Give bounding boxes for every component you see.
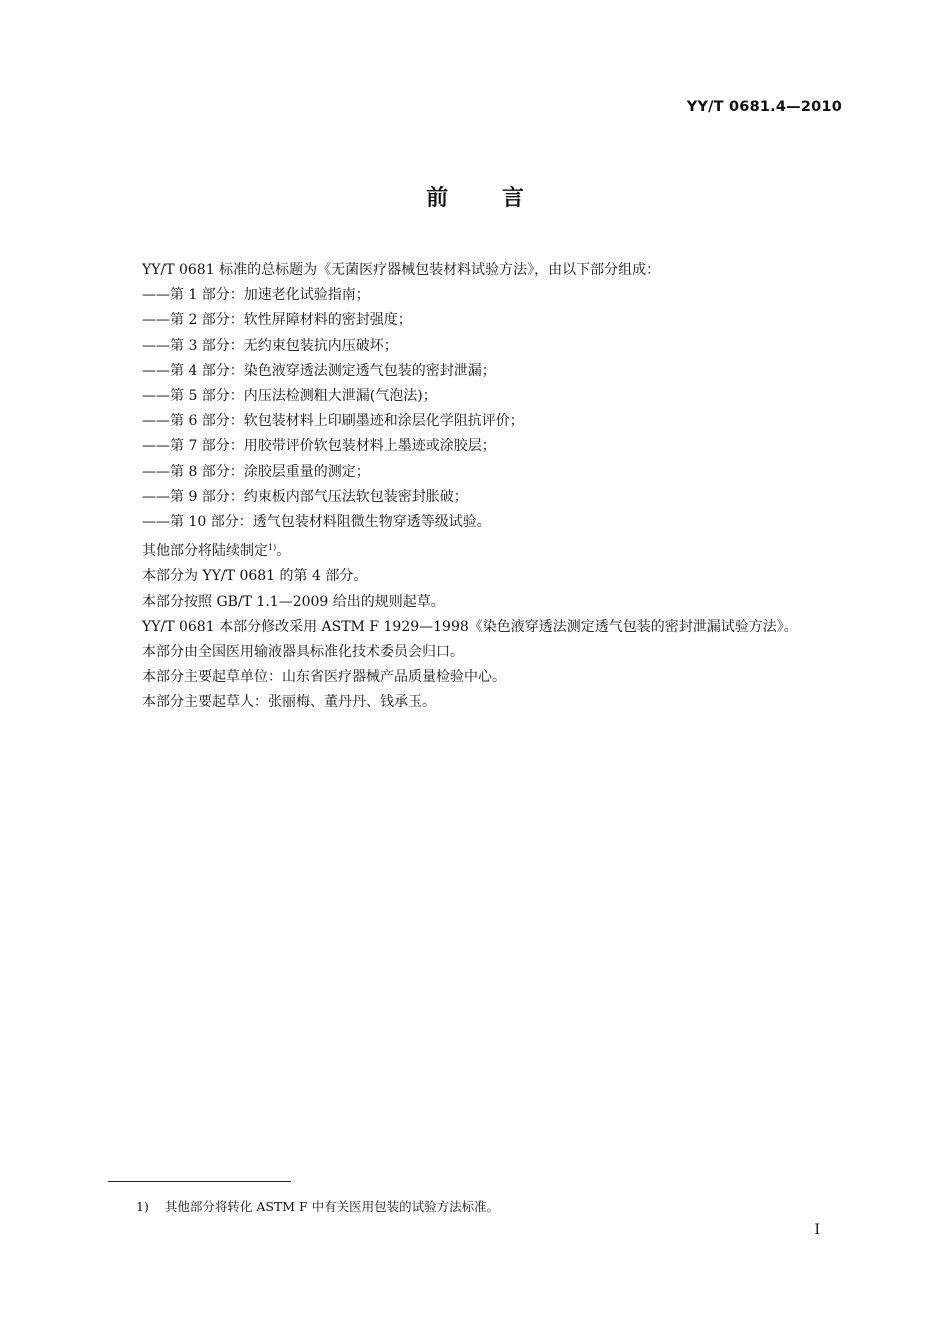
paragraph-drafters: 本部分主要起草人：张丽梅、董丹丹、钱承玉。 — [142, 694, 436, 711]
list-item-part-3: ——第 3 部分：无约束包装抗内压破坏； — [142, 337, 398, 354]
list-item-part-6: ——第 6 部分：软包装材料上印刷墨迹和涂层化学阻抗评价； — [142, 413, 524, 430]
page-title: 前 言 — [426, 186, 524, 211]
paragraph-other-parts-text: 其他部分将陆续制定 — [142, 543, 268, 560]
list-item-part-8: ——第 8 部分：涂胶层重量的测定； — [142, 463, 370, 480]
list-item-part-10: ——第 10 部分：透气包装材料阻微生物穿透等级试验。 — [142, 514, 491, 531]
paragraph-drafting-rules: 本部分按照 GB/T 1.1—2009 给出的规则起草。 — [142, 593, 445, 610]
paragraph-adoption: YY/T 0681 本部分修改采用 ASTM F 1929—1998《染色液穿透法测定透气包装的密封泄漏试验方法》。 — [142, 618, 798, 635]
list-item-part-1: ——第 1 部分：加速老化试验指南； — [142, 287, 370, 304]
list-item-part-2: ——第 2 部分：软性屏障材料的密封强度； — [142, 312, 412, 329]
list-item-part-4: ——第 4 部分：染色液穿透法测定透气包装的密封泄漏； — [142, 362, 496, 379]
paragraph-drafting-unit: 本部分主要起草单位：山东省医疗器械产品质量检验中心。 — [142, 669, 506, 686]
list-item-part-5: ——第 5 部分：内压法检测粗大泄漏(气泡法)； — [142, 388, 437, 405]
paragraph-intro: YY/T 0681 标准的总标题为《无菌医疗器械包装材料试验方法》，由以下部分组成： — [142, 262, 661, 278]
footnote-reference: 1) — [268, 543, 277, 553]
list-item-part-7: ——第 7 部分：用胶带评价软包装材料上墨迹或涂胶层； — [142, 438, 496, 455]
footnote-mark: 1) — [136, 1199, 149, 1214]
paragraph-other-parts — [108, 535, 844, 564]
paragraph-part-number: 本部分为 YY/T 0681 的第 4 部分。 — [142, 568, 368, 585]
paragraph-committee: 本部分由全国医用输液器具标准化技术委员会归口。 — [142, 644, 464, 661]
foreword-body — [108, 258, 844, 716]
list-item-part-9: ——第 9 部分：约束板内部气压法软包装密封胀破； — [142, 488, 468, 505]
footnote-text: 其他部分将转化 ASTM F 中有关医用包装的试验方法标准。 — [164, 1199, 500, 1214]
footnote-divider — [108, 1181, 291, 1182]
paragraph-other-parts-end: 。 — [276, 543, 291, 560]
page-number: I — [814, 1222, 820, 1238]
footnote — [136, 1197, 499, 1215]
standard-number: YY/T 0681.4—2010 — [686, 99, 842, 115]
